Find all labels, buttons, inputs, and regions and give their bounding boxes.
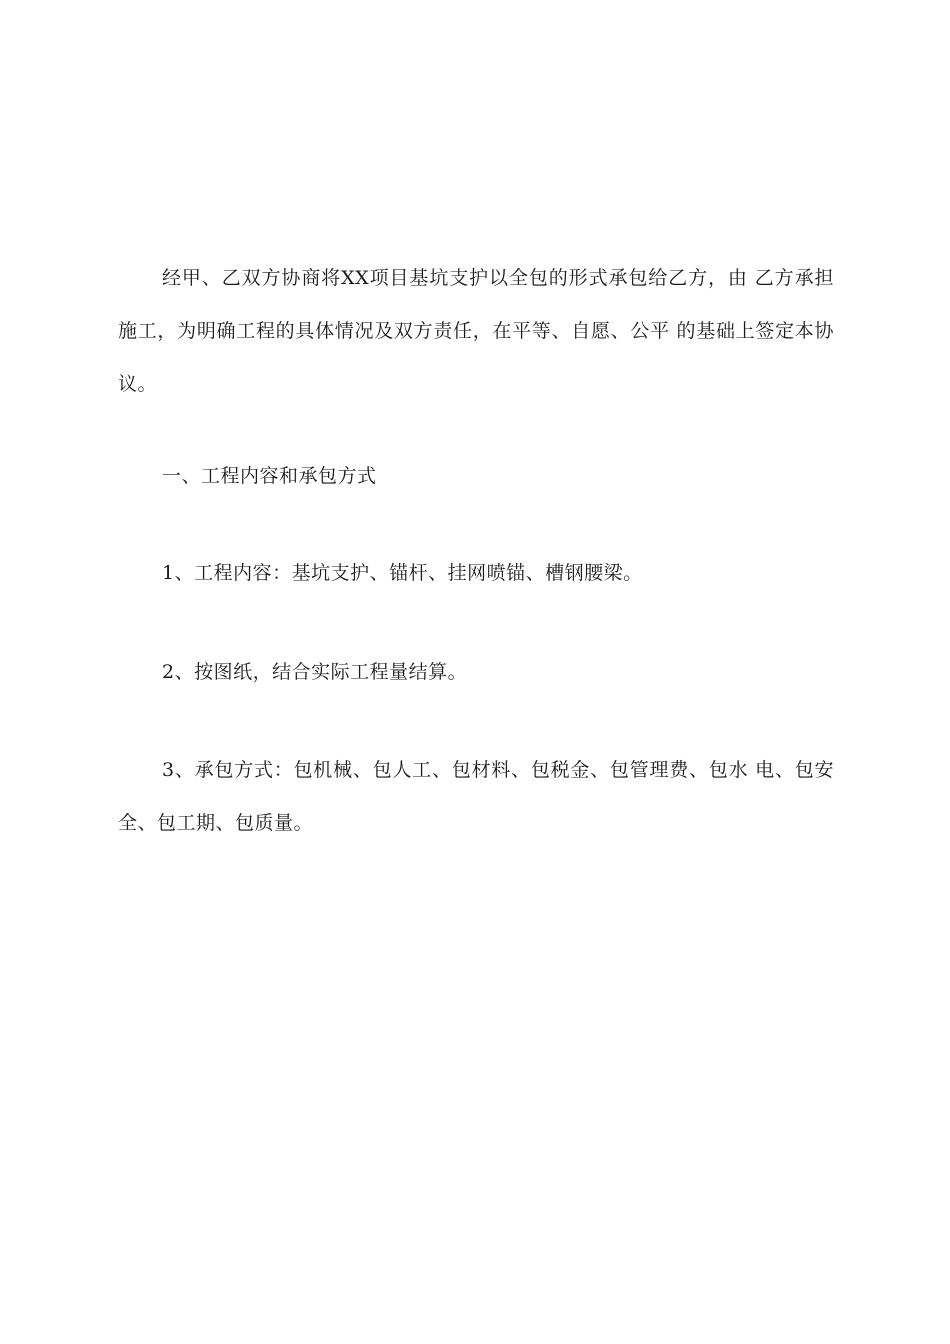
list-item: 3、承包方式：包机械、包人工、包材料、包税金、包管理费、包水 电、包安全、包工期、包质量。	[118, 759, 834, 834]
section-heading: 一、工程内容和承包方式	[162, 465, 377, 487]
intro-paragraph: 经甲、乙双方协商将XX项目基坑支护以全包的形式承包给乙方，由 乙方承担施工，为明确工程的具体情况及双方责任，在平等、自愿、公平 的基础上签定本协议。	[118, 267, 834, 395]
list-item: 2、按图纸，结合实际工程量结算。	[162, 661, 468, 683]
list-item: 1、工程内容：基坑支护、锚杆、挂网喷锚、槽钢腰梁。	[162, 562, 643, 584]
